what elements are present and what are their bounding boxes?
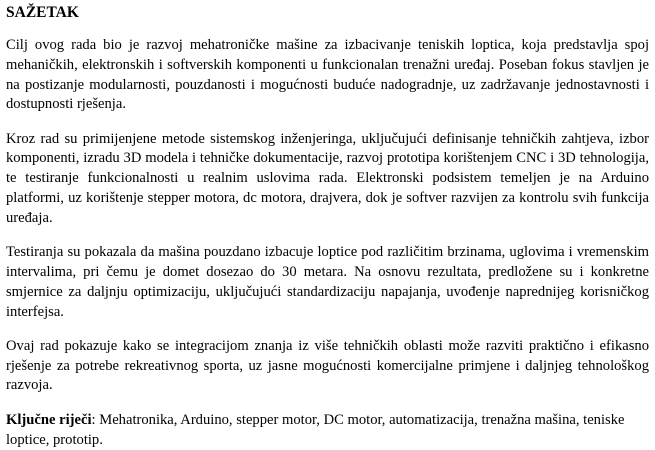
abstract-heading: SAŽETAK (6, 4, 79, 21)
abstract-paragraph-goal: Cilj ovog rada bio je razvoj mehatroničke mašine za izbacivanje teniskih loptica, koja predstavlja spoj mehaničkih, elektronskih i softverskih komponenti u funkcionalan trenažni uređaj. Poseban fokus stavljen je na postizanje modularnosti, pouzdanosti i mogućnosti buduće nadogradnje, uz zadržavanje jednostavnosti i dostupnosti rješenja. (6, 37, 649, 113)
keywords-list: : Mehatronika, Arduino, stepper motor, DC motor, automatizacija, trenažna mašina, teniske loptice, prototip. (6, 411, 625, 448)
keywords-label: Ključne riječi (6, 411, 92, 428)
abstract-page (6, 4, 649, 450)
abstract-paragraph-conclusion: Ovaj rad pokazuje kako se integracijom znanja iz više tehničkih oblasti može razviti praktično i efikasno rješenje za potrebe rekreativnog sporta, uz jasne mogućnosti komercijalne primjene i daljnjeg tehnološkog razvoja. (6, 337, 649, 394)
keywords-line (6, 411, 649, 450)
abstract-paragraph-results: Testiranja su pokazala da mašina pouzdano izbacuje loptice pod različitim brzinama, uglovima i vremenskim intervalima, pri čemu je domet dosezao do 30 metara. Na osnovu rezultata, predložene su i konkretne smjernice za daljnju optimizaciju, uključujući standardizaciju napajanja, uvođenje naprednijeg korisničkog interfejsa. (6, 244, 649, 320)
abstract-paragraph-methods: Kroz rad su primijenjene metode sistemskog inženjeringa, uključujući definisanje tehničkih zahtjeva, izbor komponenti, izradu 3D modela i tehničke dokumentacije, razvoj prototipa korištenjem CNC i 3D tehnologija, te testiranje funkcionalnosti u realnim uslovima rada. Elektronski podsistem temeljen je na Arduino platformi, uz korištenje stepper motora, dc motora, drajvera, dok je softver razvijen za kontrolu svih funkcija uređaja. (6, 130, 649, 226)
